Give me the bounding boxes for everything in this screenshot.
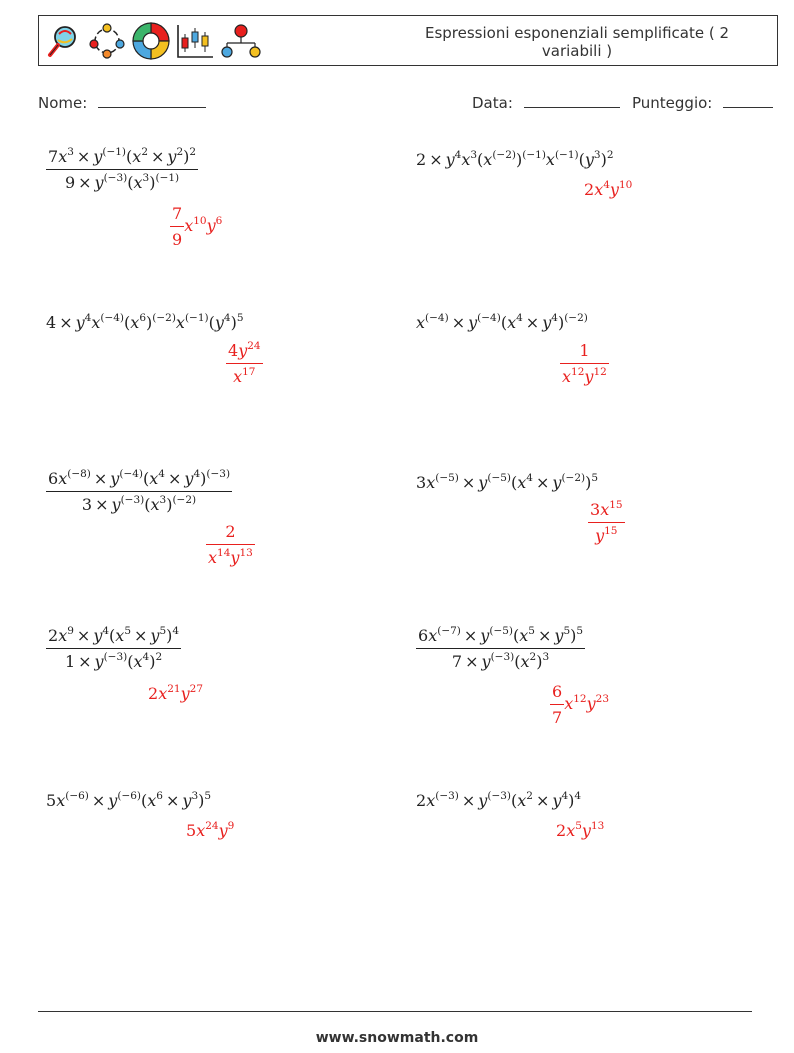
magnifier-icon bbox=[45, 22, 83, 60]
answer-10: $2x^5y^{13}$ bbox=[556, 820, 605, 840]
answer-4: $\frac{1}{x^{12}y^{12}}$ bbox=[562, 341, 607, 386]
candlestick-chart-icon bbox=[175, 22, 215, 60]
answer-7: $2x^{21}y^{27}$ bbox=[148, 683, 204, 703]
answer-3: $\frac{4y^{24}}{x^{17}}$ bbox=[228, 340, 261, 386]
worksheet-title: Espressioni esponenziali semplificate ( 2 variabili ) bbox=[424, 24, 730, 60]
score-blank[interactable] bbox=[723, 93, 773, 108]
name-label: Nome: bbox=[38, 94, 88, 112]
problem-4: $x^{(-4)} \times y^{(-4)}(x^4 \times y^4)^{(-2)}$ bbox=[416, 312, 588, 332]
date-field[interactable] bbox=[472, 93, 620, 112]
answer-5: $\frac{2}{x^{14}y^{13}}$ bbox=[208, 522, 253, 567]
answer-9: $5x^{24}y^9$ bbox=[186, 820, 235, 840]
date-label: Data: bbox=[472, 94, 513, 112]
answer-2: $2x^4y^{10}$ bbox=[584, 179, 633, 199]
people-cycle-icon bbox=[87, 22, 127, 60]
problem-5: $\frac{6x^{(-8)} \times y^{(-4)}(x^4 \times y^4)^{(-3)}}{3 \times y^{(-3)}(x^3)^{(-2)}}$ bbox=[48, 468, 231, 514]
name-field[interactable] bbox=[38, 93, 206, 112]
problem-2: $2 \times y^4x^3(x^{(-2)})^{(-1)}x^{(-1)}(y^3)^2$ bbox=[416, 149, 614, 169]
answer-6: $\frac{3x^{15}}{y^{15}}$ bbox=[590, 499, 623, 545]
problem-6: $3x^{(-5)} \times y^{(-5)}(x^4 \times y^{(-2)})^5$ bbox=[416, 472, 599, 492]
answer-1: $\frac{7}{9}$ $x^{10}y^6$ bbox=[172, 204, 223, 249]
problem-7: $\frac{2x^9 \times y^4(x^5 \times y^5)^4}{1 \times y^{(-3)}(x^4)^2}$ bbox=[48, 625, 180, 671]
header-icons bbox=[45, 20, 263, 62]
problem-3: $4 \times y^4x^{(-4)}(x^6)^{(-2)}x^{(-1)}(y^4)^5$ bbox=[46, 312, 244, 332]
date-blank[interactable] bbox=[524, 93, 620, 108]
donut-chart-icon bbox=[131, 21, 171, 61]
problem-9: $5x^{(-6)} \times y^{(-6)}(x^6 \times y^3)^5$ bbox=[46, 790, 212, 810]
answer-8: $\frac{6}{7}$ $x^{12}y^{23}$ bbox=[552, 682, 610, 727]
name-blank[interactable] bbox=[98, 93, 206, 108]
problem-8: $\frac{6x^{(-7)} \times y^{(-5)}(x^5 \times y^5)^5}{7 \times y^{(-3)}(x^2)^3}$ bbox=[418, 625, 584, 671]
score-field[interactable] bbox=[632, 93, 773, 112]
footer-website[interactable]: www.snowmath.com bbox=[315, 1030, 479, 1046]
problem-10: $2x^{(-3)} \times y^{(-3)}(x^2 \times y^4)^4$ bbox=[416, 790, 582, 810]
score-label: Punteggio: bbox=[632, 94, 713, 112]
problem-1: $\frac{7x^3 \times y^{(-1)}(x^2 \times y^2)^2}{9 \times y^{(-3)}(x^3)^{(-1)}}$ bbox=[48, 146, 197, 192]
footer-divider bbox=[38, 1011, 752, 1012]
worksheet-header bbox=[38, 15, 778, 66]
hierarchy-icon bbox=[219, 22, 263, 60]
